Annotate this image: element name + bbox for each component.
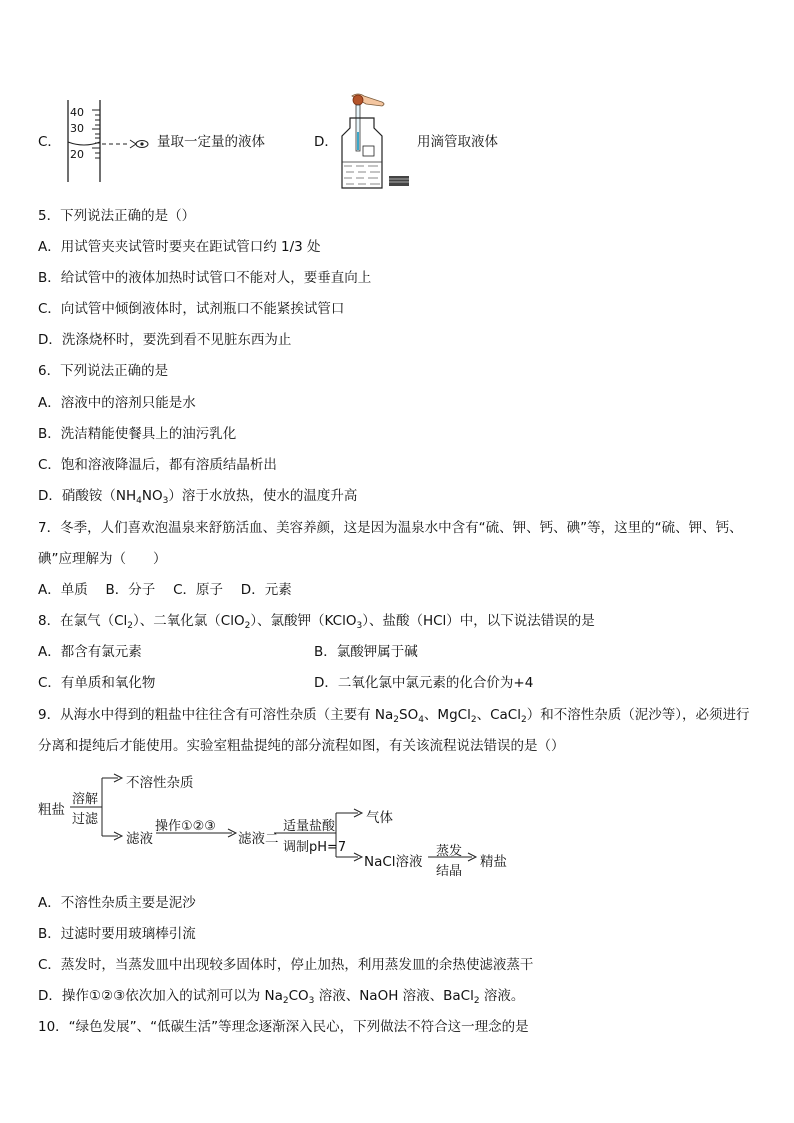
q6-option-b: B．洗洁精能使餐具上的油污乳化 <box>38 426 237 442</box>
q9-option-b: B．过滤时要用玻璃棒引流 <box>38 926 196 942</box>
q8-option-b: B．氯酸钾属于碱 <box>314 644 418 660</box>
flow-acid: 适量盐酸 <box>283 819 336 834</box>
option-c-text: 量取一定量的液体 <box>157 134 265 150</box>
flow-crude-salt: 粗盐 <box>38 802 65 818</box>
option-d-letter: D． <box>314 134 338 150</box>
q5-option-a: A．用试管夹夹试管时要夹在距试管口约 1/3 处 <box>38 239 321 255</box>
q7-stem-line1: 7．冬季，人们喜欢泡温泉来舒筋活血、美容养颜，这是因为温泉水中含有“硫、钾、钙、碘”等，这里的“硫、钾、钙、 <box>38 520 743 536</box>
q9-option-a: A．不溶性杂质主要是泥沙 <box>38 895 196 911</box>
q8-option-a: A．都含有氯元素 <box>38 644 142 660</box>
q7-options: A．单质 B．分子 C．原子 D．元素 <box>38 582 292 598</box>
q5-stem: 5．下列说法正确的是（） <box>38 208 196 224</box>
dropper-bottle-figure <box>330 92 390 192</box>
q9-stem-line1: 9．从海水中得到的粗盐中往往含有可溶性杂质（主要有 $Na_2SO_4$、MgCl$_2$、CaCl$_2$）和不溶性杂质（泥沙等），必须进行 <box>38 707 750 725</box>
q8-option-d: D．二氧化氯中氯元素的化合价为+4 <box>314 675 534 691</box>
cylinder-scale-20: 20 <box>70 148 84 161</box>
flow-gas: 气体 <box>366 810 393 826</box>
flow-ph: 调制pH=7 <box>283 840 347 855</box>
q5-option-c: C．向试管中倾倒液体时，试剂瓶口不能紧挨试管口 <box>38 301 345 317</box>
q7-stem-line2: 碘”应理解为（ ） <box>38 551 167 567</box>
flow-insoluble-impurity: 不溶性杂质 <box>126 775 194 791</box>
bottle-stopper-icon <box>388 174 410 188</box>
q8-stem: 8．在氯气$(Cl_2)$、二氧化氯（ClO$_2$）、氯酸钾（KClO$_3$）、盐酸（HCl）中，以下说法错误的是 <box>38 613 595 631</box>
q6-stem: 6．下列说法正确的是 <box>38 363 169 379</box>
q8-option-c: C．有单质和氧化物 <box>38 675 156 691</box>
flow-filter: 过滤 <box>72 812 99 827</box>
q6-option-c: C．饱和溶液降温后，都有溶质结晶析出 <box>38 457 277 473</box>
flow-crystallize: 结晶 <box>436 864 463 879</box>
flow-filtrate: 滤液 <box>126 831 153 847</box>
q9-stem-line2: 分离和提纯后才能使用。实验室粗盐提纯的部分流程如图，有关该流程说法错误的是（） <box>38 738 565 754</box>
flow-evaporate: 蒸发 <box>436 844 463 859</box>
cylinder-scale-40: 40 <box>70 106 84 119</box>
q5-option-d: D．洗涤烧杯时，要洗到看不见脏东西为止 <box>38 332 292 348</box>
flow-operation: 操作①②③ <box>155 819 216 834</box>
q5-option-b: B．给试管中的液体加热时试管口不能对人，要垂直向上 <box>38 270 372 286</box>
q9-option-d: D．操作①②③依次加入的试剂可以为 $Na_2CO_3$ 溶液、NaOH 溶液、BaCl$_2$ 溶液。 <box>38 988 525 1006</box>
cylinder-scale-30: 30 <box>70 122 84 135</box>
q6-option-d: D．硝酸铵$(NH_4NO_3)$溶于水放热，使水的温度升高 <box>38 488 358 506</box>
flow-dissolve: 溶解 <box>72 792 99 807</box>
q6-option-a: A．溶液中的溶剂只能是水 <box>38 395 196 411</box>
flow-nacl-solution: NaCl溶液 <box>364 854 423 870</box>
option-d-text: 用滴管取液体 <box>417 134 498 150</box>
option-c-letter: C． <box>38 134 61 150</box>
flow-filtrate-two: 滤液二 <box>238 831 279 847</box>
flow-refined-salt: 精盐 <box>480 854 507 870</box>
q9-option-c: C．蒸发时，当蒸发皿中出现较多固体时，停止加热，利用蒸发皿的余热使滤液蒸干 <box>38 957 534 973</box>
q10-stem: 10．“绿色发展”、“低碳生活”等理念逐渐深入民心，下列做法不符合这一理念的是 <box>38 1019 529 1035</box>
